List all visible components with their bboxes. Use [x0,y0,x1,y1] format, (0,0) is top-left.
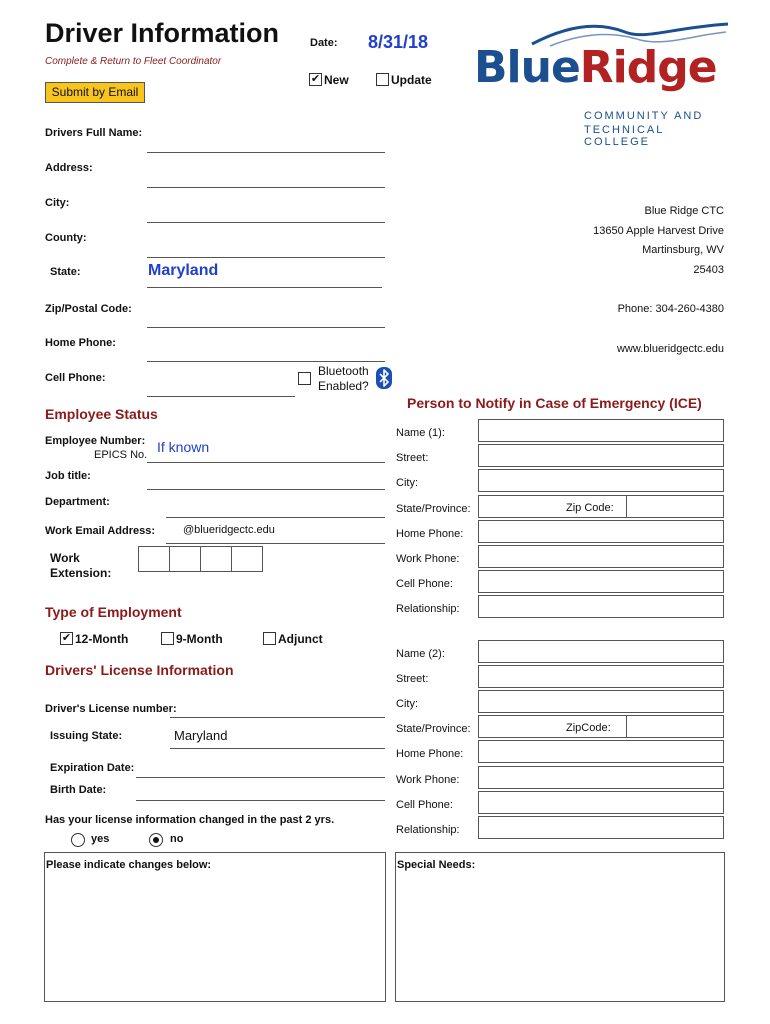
college-web: www.blueridgectc.edu [616,343,724,355]
employee-number-underline [147,462,385,463]
form-subtitle: Complete & Return to Fleet Coordinator [45,56,222,67]
ice1-relationship-field[interactable] [478,595,724,618]
work-ext-digit-1[interactable] [138,546,170,572]
city-field[interactable] [147,222,385,223]
ice2-cell-label: Cell Phone: [396,799,453,811]
special-needs-textarea[interactable] [395,852,725,1002]
issuing-state-field [170,748,385,749]
changed-no-label: no [170,833,184,845]
nine-month-label: 9-Month [176,632,223,646]
zip-label: Zip/Postal Code: [45,303,132,315]
ice1-relationship-label: Relationship: [396,603,460,615]
ice-heading: Person to Notify in Case of Emergency (ICE) [407,395,702,411]
department-label: Department: [45,496,110,508]
ice2-zip-field[interactable] [626,715,724,738]
changed-no-radio[interactable] [149,833,163,847]
work-ext-label-2: Extension: [50,566,112,580]
epics-label: EPICS No. [94,449,148,461]
ice2-name-field[interactable] [478,640,724,663]
ice1-name-field[interactable] [478,419,724,442]
ice2-name-label: Name (2): [396,648,445,660]
bluetooth-label-2: Enabled? [318,379,369,393]
issuing-state-value[interactable]: Maryland [174,728,228,743]
employee-status-heading: Employee Status [45,406,158,422]
ice2-relationship-label: Relationship: [396,824,460,836]
employment-type-heading: Type of Employment [45,604,182,620]
county-field[interactable] [147,257,385,258]
college-phone: Phone: 304-260-4380 [617,303,724,315]
ice2-work-field[interactable] [478,766,724,789]
license-changes-label: Please indicate changes below: [46,859,212,871]
address-label: Address: [45,162,93,174]
full-name-field[interactable] [147,152,385,153]
college-name: Blue Ridge CTC [644,205,724,217]
ice2-street-field[interactable] [478,665,724,688]
new-checkbox[interactable]: ✔ [310,73,321,85]
expiration-label: Expiration Date: [50,762,135,774]
ice2-cell-field[interactable] [478,791,724,814]
work-ext-digit-3[interactable] [200,546,232,572]
ice2-zip-label: ZipCode: [566,722,611,734]
ice1-city-label: City: [396,477,418,489]
cell-phone-field[interactable] [147,396,295,397]
employee-number-field[interactable]: If known [157,439,210,455]
ice1-street-label: Street: [396,452,429,464]
college-street: 13650 Apple Harvest Drive [593,225,724,237]
ice1-home-field[interactable] [478,520,724,543]
full-name-label: Drivers Full Name: [45,127,143,139]
bluetooth-label-1: Bluetooth [318,364,369,378]
changed-yes-label: yes [91,833,110,845]
work-email-field[interactable] [166,543,385,544]
ice1-work-label: Work Phone: [396,553,460,565]
college-city: Martinsburg, WV [642,244,724,256]
ice1-street-field[interactable] [478,444,724,467]
submit-by-email-button[interactable]: Submit by Email [45,82,145,103]
twelve-month-checkbox[interactable]: ✔ [61,632,72,644]
license-heading: Drivers' License Information [45,662,234,678]
ice1-cell-field[interactable] [478,570,724,593]
job-title-label: Job title: [45,470,91,482]
date-value[interactable]: 8/31/18 [368,32,429,52]
ice1-cell-label: Cell Phone: [396,578,453,590]
issuing-state-label: Issuing State: [50,730,123,742]
employee-number-label: Employee Number: [45,435,146,447]
ice2-home-field[interactable] [478,740,724,763]
date-label: Date: [310,37,338,49]
logo-line-2: TECHNICAL COLLEGE [584,124,664,148]
expiration-field[interactable] [136,777,385,778]
cell-phone-label: Cell Phone: [45,372,106,384]
ice1-state-field[interactable] [478,495,628,518]
job-title-field[interactable] [147,489,385,490]
county-label: County: [45,232,87,244]
ice2-relationship-field[interactable] [478,816,724,839]
license-changed-question: Has your license information changed in the past 2 yrs. [45,814,335,826]
bluetooth-icon [376,367,392,389]
license-changes-textarea[interactable] [44,852,386,1002]
state-label: State: [50,266,81,278]
adjunct-label: Adjunct [278,632,323,646]
twelve-month-label: 12-Month [75,632,129,646]
work-ext-digit-2[interactable] [169,546,201,572]
state-field[interactable] [147,287,382,288]
license-number-label: Driver's License number: [45,703,177,715]
college-logo [470,18,732,148]
logo-word-ridge: Ridge [579,42,717,93]
form-title: Driver Information [45,18,280,48]
ice2-home-label: Home Phone: [396,748,464,760]
ice2-street-label: Street: [396,673,429,685]
special-needs-label: Special Needs: [397,859,476,871]
new-label: New [324,73,349,87]
license-number-field[interactable] [170,717,385,718]
ice1-zip-label: Zip Code: [566,502,614,514]
selected-dot [153,837,159,843]
changed-yes-radio[interactable] [71,833,85,847]
department-field[interactable] [166,517,385,518]
update-label: Update [391,73,432,87]
city-label: City: [45,197,70,209]
home-phone-field[interactable] [147,361,385,362]
adjunct-checkbox[interactable] [263,632,276,645]
ice2-work-label: Work Phone: [396,774,460,786]
address-field[interactable] [147,187,385,188]
birth-date-field[interactable] [136,800,385,801]
work-ext-digit-4[interactable] [231,546,263,572]
nine-month-checkbox[interactable] [161,632,174,645]
ice2-state-label: State/Province: [396,723,471,735]
ice2-state-field[interactable] [478,715,628,738]
ice1-zip-field[interactable] [626,495,724,518]
ice2-city-label: City: [396,698,418,710]
ice1-state-label: State/Province: [396,503,471,515]
ice2-city-field[interactable] [478,690,724,713]
work-ext-label-1: Work [50,551,80,565]
college-zip: 25403 [693,264,724,276]
logo-line-1: COMMUNITY AND [584,110,704,122]
ice1-home-label: Home Phone: [396,528,464,540]
birth-date-label: Birth Date: [50,784,107,796]
zip-field[interactable] [147,327,385,328]
ice1-name-label: Name (1): [396,427,445,439]
work-email-suffix: @blueridgectc.edu [183,524,275,536]
logo-word-blue: Blue [474,42,580,93]
home-phone-label: Home Phone: [45,337,116,349]
state-value[interactable]: Maryland [148,262,219,279]
bluetooth-checkbox[interactable] [298,372,311,385]
ice1-work-field[interactable] [478,545,724,568]
work-email-label: Work Email Address: [45,525,156,537]
update-checkbox[interactable] [376,73,389,86]
ice1-city-field[interactable] [478,469,724,492]
